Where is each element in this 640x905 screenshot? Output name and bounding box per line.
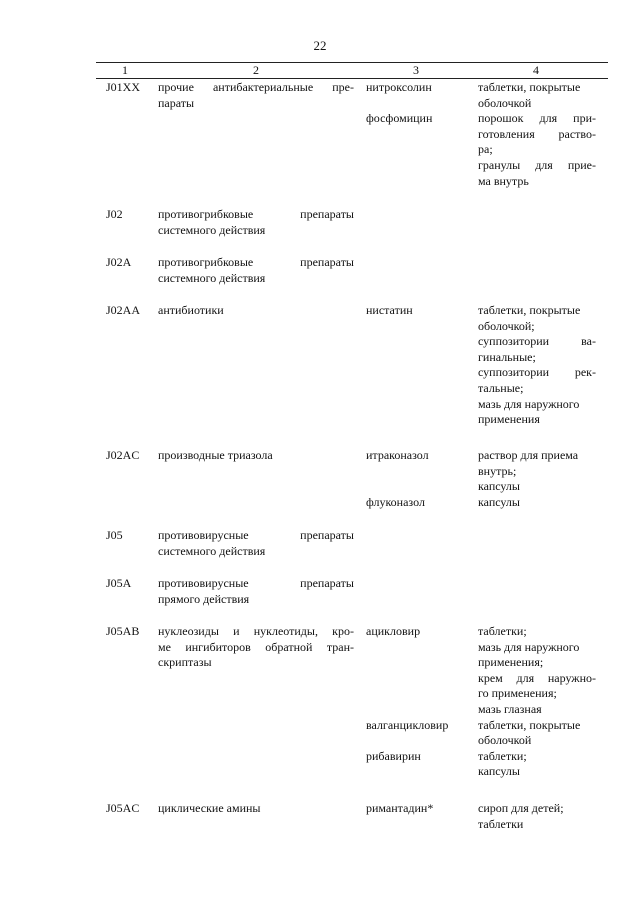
group-line: системного действия — [158, 222, 266, 237]
atc-code: J02A — [106, 255, 132, 269]
dosage-form: таблетки; — [478, 748, 527, 763]
dosage-form: таблетки, покрытые — [478, 80, 581, 94]
anatomical-therapeutic-group — [158, 576, 354, 607]
drug-name: валганцикловир — [366, 717, 449, 732]
drug-name: нистатин — [366, 303, 413, 317]
group-line: системного действия — [158, 270, 266, 285]
header-col-4: 4 — [533, 63, 539, 77]
dosage-form: го применения; — [478, 686, 557, 701]
dosage-form: раствор для приема — [478, 448, 579, 462]
dosage-form: капсулы — [478, 479, 520, 494]
anatomical-therapeutic-group — [158, 303, 354, 319]
table-header — [96, 62, 608, 79]
drug-name: римантадин* — [366, 801, 434, 815]
drug-name: рибавирин — [366, 748, 421, 763]
atc-code: J02AA — [106, 303, 141, 317]
group-line: скриптазы — [158, 655, 212, 670]
group-line: противогрибковые препараты — [158, 255, 354, 269]
drug-name: ацикловир — [366, 624, 421, 638]
dosage-form: таблетки — [478, 816, 524, 831]
dosage-form: капсулы — [478, 764, 520, 779]
dosage-form: порошок для при- — [478, 111, 596, 126]
atc-code: J01XX — [106, 80, 141, 94]
anatomical-therapeutic-group — [158, 528, 354, 559]
drug-name: итраконазол — [366, 448, 429, 462]
dosage-form: сироп для детей; — [478, 801, 564, 815]
dosage-form: гранулы для прие- — [478, 157, 596, 172]
anatomical-therapeutic-group — [158, 255, 354, 286]
dosage-form-column — [478, 80, 596, 189]
dosage-form: ра; — [478, 142, 493, 157]
dosage-form: тальные; — [478, 380, 524, 395]
header-col-3: 3 — [413, 63, 419, 77]
atc-code: J05AB — [106, 624, 140, 638]
dosage-form: мазь для наружного — [478, 639, 580, 654]
dosage-form: оболочкой; — [478, 318, 535, 333]
dosage-form: оболочкой — [478, 95, 532, 110]
drug-name-column — [366, 80, 472, 189]
group-line: прямого действия — [158, 591, 250, 606]
drug-name-column — [366, 448, 472, 510]
atc-code: J02 — [106, 207, 123, 221]
atc-code: J05 — [106, 528, 123, 542]
atc-code: J05A — [106, 576, 132, 590]
group-line: противогрибковые препараты — [158, 207, 354, 221]
dosage-form: оболочкой — [478, 733, 532, 748]
anatomical-therapeutic-group — [158, 207, 354, 238]
anatomical-therapeutic-group — [158, 624, 354, 671]
dosage-form: мазь глазная — [478, 701, 542, 716]
drug-name: нитроксолин — [366, 80, 432, 94]
group-line: противовирусные препараты — [158, 528, 354, 542]
group-line: противовирусные препараты — [158, 576, 354, 590]
anatomical-therapeutic-group — [158, 448, 354, 464]
dosage-form: капсулы — [478, 494, 520, 509]
group-line: параты — [158, 95, 195, 110]
drug-name-column — [366, 303, 472, 428]
dosage-form-column — [478, 624, 596, 780]
dosage-form: суппозитории рек- — [478, 365, 596, 380]
atc-code: J02AC — [106, 448, 140, 462]
group-line: ме ингибиторов обратной тран- — [158, 639, 354, 654]
dosage-form: таблетки, покрытые — [478, 717, 581, 732]
group-line: нуклеозиды и нуклеотиды, кро- — [158, 624, 354, 638]
group-line: системного действия — [158, 543, 266, 558]
dosage-form: мазь для наружного — [478, 396, 580, 411]
dosage-form: таблетки, покрытые — [478, 303, 581, 317]
dosage-form: суппозитории ва- — [478, 334, 596, 349]
dosage-form: внутрь; — [478, 463, 517, 478]
group-line: прочие антибактериальные пре- — [158, 80, 354, 94]
dosage-form-column — [478, 303, 596, 428]
dosage-form: готовления раство- — [478, 126, 596, 141]
anatomical-therapeutic-group — [158, 80, 354, 111]
dosage-form: ма внутрь — [478, 173, 529, 188]
dosage-form: применения — [478, 412, 540, 427]
drug-name-column — [366, 624, 472, 780]
drug-name-column — [366, 801, 472, 832]
group-line: антибиотики — [158, 303, 224, 317]
page-number: 22 — [313, 38, 327, 53]
anatomical-therapeutic-group — [158, 801, 354, 817]
dosage-form-column — [478, 448, 596, 510]
dosage-form-column — [478, 801, 596, 832]
header-col-1: 1 — [122, 63, 128, 77]
dosage-form: применения; — [478, 655, 544, 670]
dosage-form: гинальные; — [478, 349, 536, 364]
dosage-form: таблетки; — [478, 624, 527, 638]
group-line: циклические амины — [158, 801, 261, 815]
dosage-form: крем для наружно- — [478, 670, 596, 685]
atc-code: J05AC — [106, 801, 140, 815]
drug-name: флуконазол — [366, 494, 425, 509]
drug-name: фосфомицин — [366, 111, 433, 126]
group-line: производные триазола — [158, 448, 273, 462]
header-col-2: 2 — [253, 63, 259, 77]
